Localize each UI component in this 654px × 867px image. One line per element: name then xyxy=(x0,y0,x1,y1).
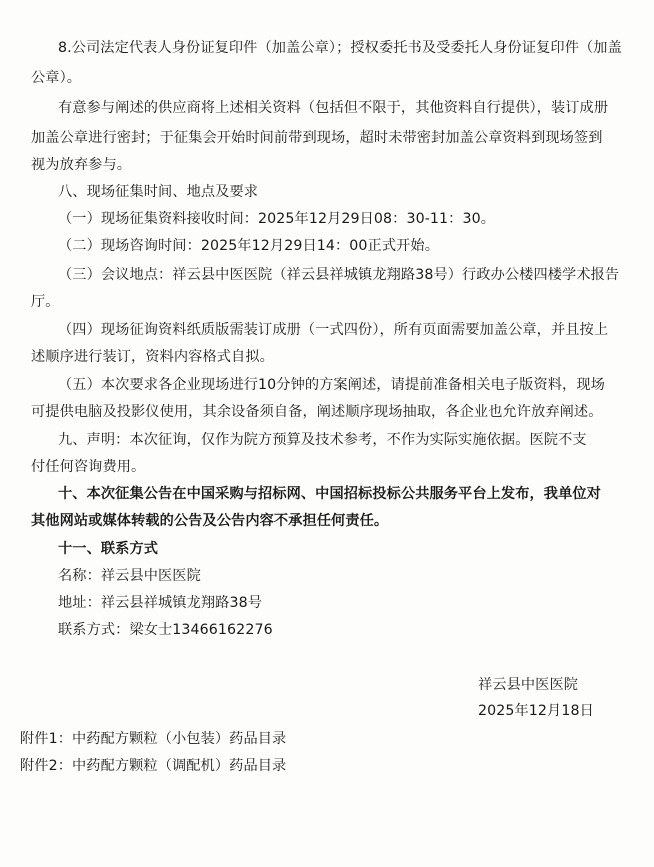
contact-name: 名称：祥云县中医医院 xyxy=(58,568,201,584)
section8-item5-line1: （五）本次要求各企业现场进行10分钟的方案阐述，请提前准备相关电子版资料，现场 xyxy=(58,377,605,393)
sealed-line3: 视为放弃参与。 xyxy=(31,157,132,173)
section8-item4-line2: 述顺序进行装订，资料内容格式自拟。 xyxy=(31,349,274,365)
section8-item1: （一）现场征集资料接收时间：2025年12月29日08：30-11：30。 xyxy=(58,211,495,227)
section8-heading: 八、现场征集时间、地点及要求 xyxy=(58,184,259,200)
section8-item3-line2: 厅。 xyxy=(31,294,60,310)
contact-address: 地址：祥云县祥城镇龙翔路38号 xyxy=(58,595,262,611)
section8-item2: （二）现场咨询时间：2025年12月29日14：00正式开始。 xyxy=(58,238,439,254)
section8-item4-line1: （四）现场征询资料纸质版需装订成册（一式四份），所有页面需要加盖公章，并且按上 xyxy=(58,322,609,338)
sealed-line1: 有意参与阐述的供应商将上述相关资料（包括但不限于，其他资料自行提供），装订成册 xyxy=(58,100,609,116)
section8-item3-line1: （三）会议地点：祥云县中医医院（祥云县祥城镇龙翔路38号）行政办公楼四楼学术报告 xyxy=(58,267,620,283)
item8-line2: 公章）。 xyxy=(31,70,82,86)
section9-line2: 付任何咨询费用。 xyxy=(31,459,146,475)
section10-line1: 十、本次征集公告在中国采购与招标网、中国招标投标公共服务平台上发布，我单位对 xyxy=(58,486,601,502)
item8-line1: 8.公司法定代表人身份证复印件（加盖公章）；授权委托书及受委托人身份证复印件（加盖 xyxy=(58,40,622,56)
section10-line2: 其他网站或媒体转载的公告及公告内容不承担任何责任。 xyxy=(31,513,389,529)
signature-org: 祥云县中医医院 xyxy=(478,677,579,693)
contact-person: 联系方式：梁女士13466162276 xyxy=(58,622,273,638)
attachment-1: 附件1：中药配方颗粒（小包装）药品目录 xyxy=(20,731,287,747)
section8-item5-line2: 可提供电脑及投影仪使用，其余设备须自备，阐述顺序现场抽取，各企业也允许放弃阐述。 xyxy=(31,404,603,420)
section11-heading: 十一、联系方式 xyxy=(58,541,159,557)
attachment-2: 附件2：中药配方颗粒（调配机）药品目录 xyxy=(20,758,287,774)
signature-date: 2025年12月18日 xyxy=(478,703,594,719)
section9-line1: 九、声明：本次征询，仅作为院方预算及技术参考，不作为实际实施依据。医院不支 xyxy=(58,432,587,448)
sealed-line2: 加盖公章进行密封；于征集会开始时间前带到现场，超时未带密封加盖公章资料到现场签到 xyxy=(31,130,603,146)
